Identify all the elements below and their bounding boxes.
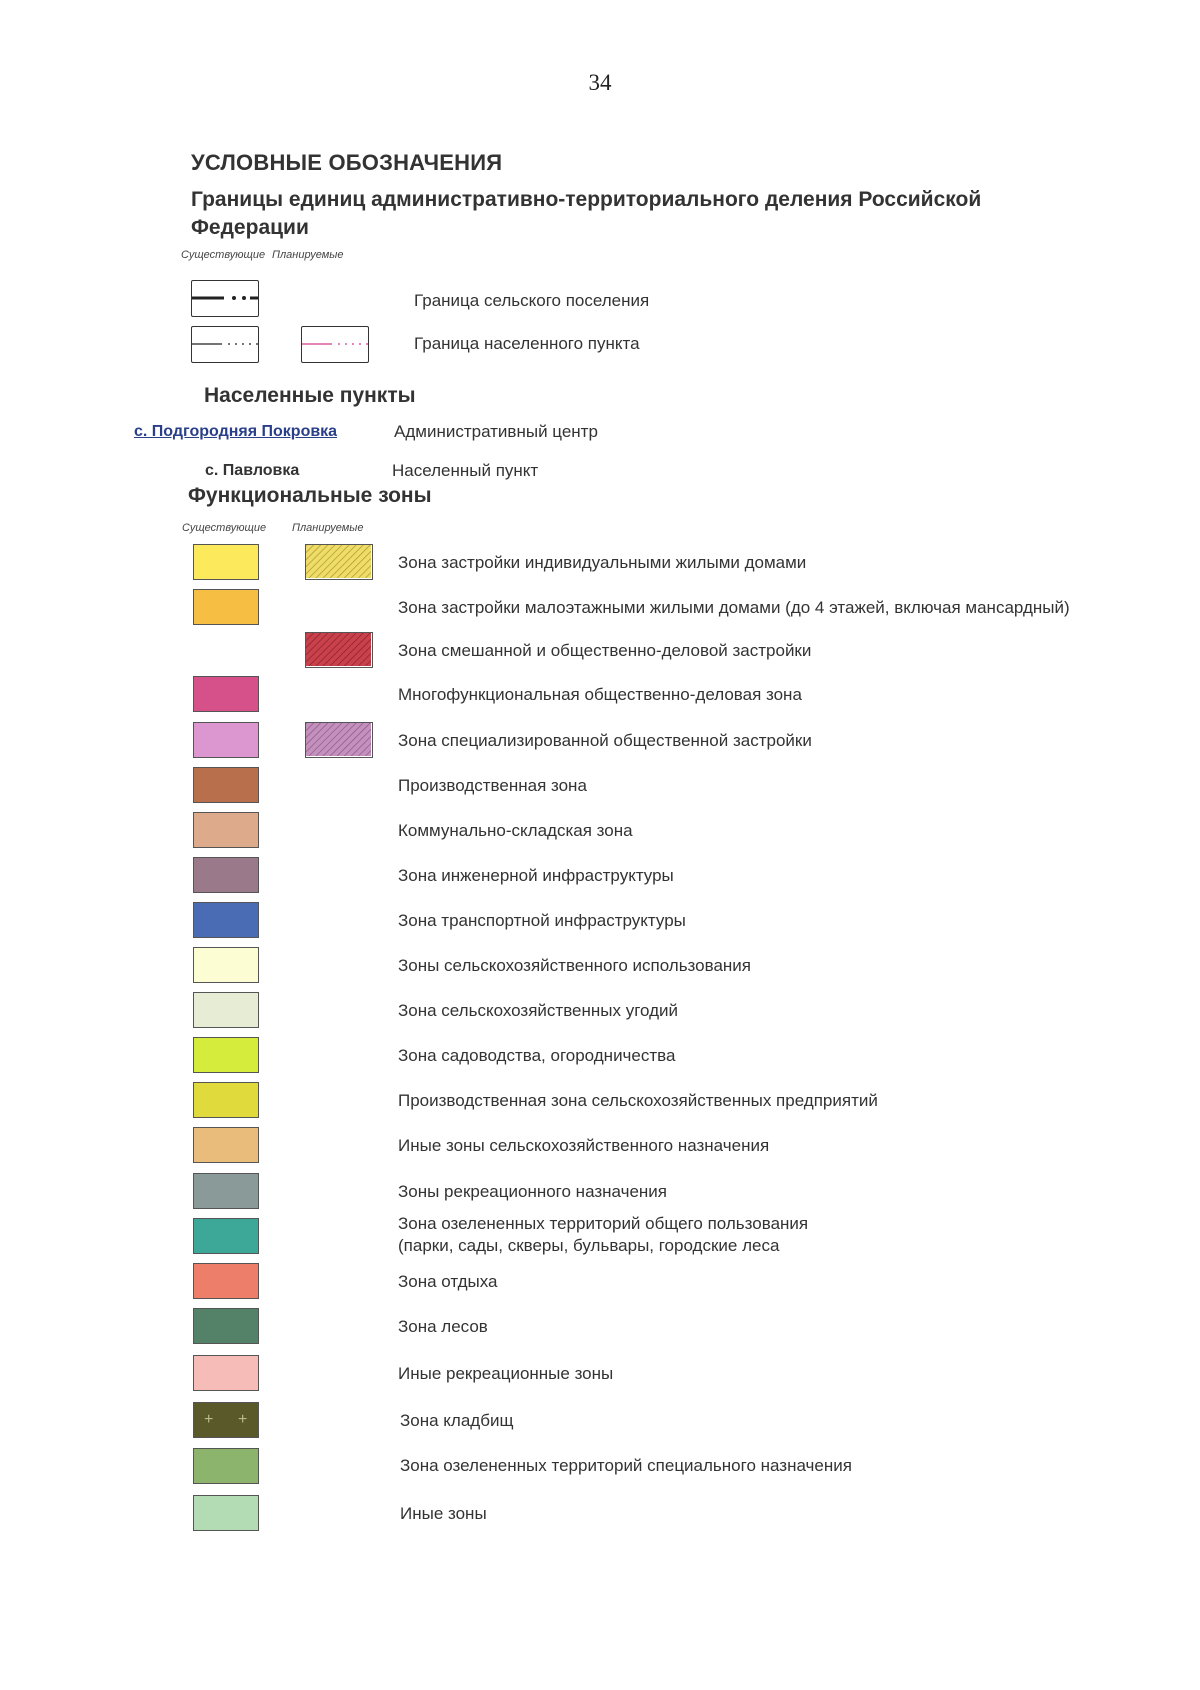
zone-swatch-existing-cemetery <box>193 1402 259 1438</box>
zone-label: Зона лесов <box>398 1317 488 1336</box>
settlement-name: с. Павловка <box>205 462 300 479</box>
zone-swatch-existing-agricultural-use <box>193 947 259 983</box>
zone-label: Зона отдыха <box>398 1272 498 1291</box>
zone-swatch-existing-specialized-public <box>193 722 259 758</box>
zone-swatch-existing-engineering <box>193 857 259 893</box>
zone-swatch-existing-multifunctional-business <box>193 676 259 712</box>
zone-label: Зона транспортной инфраструктуры <box>398 911 686 930</box>
settlement-admin-name: с. Подгородняя Покровка <box>134 423 338 440</box>
hatch-fill-yellow <box>306 545 371 578</box>
boundary-label-rural: Граница сельского поселения <box>414 291 650 310</box>
zone-label: Зона сельскохозяйственных угодий <box>398 1001 679 1020</box>
zones-planned-label: Планируемые <box>292 522 364 534</box>
plus-icon: + <box>238 1411 248 1428</box>
zone-label: Многофункциональная общественно-деловая зона <box>398 685 802 704</box>
settlement-boundary-planned-line <box>302 327 368 362</box>
boundaries-heading: Границы единиц административно-территориального деления Российской Федерации <box>191 188 982 239</box>
zone-label: Зона застройки индивидуальными жилыми домами <box>398 553 807 572</box>
zone-swatch-planned-specialized-public <box>305 722 373 758</box>
zone-swatch-existing-rest <box>193 1263 259 1299</box>
zone-swatch-existing-other <box>193 1495 259 1531</box>
rural-settlement-boundary-symbol <box>191 280 259 317</box>
zone-label: Зона садоводства, огородничества <box>398 1046 676 1065</box>
zone-label: Зона застройки малоэтажными жилыми домами (до 4 этажей, включая мансардный) <box>398 598 1070 617</box>
settlement-boundary-existing-line <box>192 327 258 362</box>
settlement-label: Населенный пункт <box>392 461 539 480</box>
zone-label: Производственная зона <box>398 776 587 795</box>
zone-swatch-planned-mixed-business <box>305 632 373 668</box>
legend-title: УСЛОВНЫЕ ОБОЗНАЧЕНИЯ <box>191 150 503 175</box>
zone-label: Иные зоны <box>400 1504 487 1523</box>
boundary-label-settlement: Граница населенного пункта <box>414 334 640 353</box>
zone-swatch-existing-individual-housing <box>193 544 259 580</box>
zone-label: Зона смешанной и общественно-деловой застройки <box>398 641 812 660</box>
hatch-fill-violet <box>306 723 371 756</box>
zone-label: Зона кладбищ <box>400 1411 514 1430</box>
zone-swatch-existing-special-greenery <box>193 1448 259 1484</box>
zone-swatch-existing-agri-industrial <box>193 1082 259 1118</box>
zone-label: Зона специализированной общественной застройки <box>398 731 812 750</box>
zone-label: Иные рекреационные зоны <box>398 1364 614 1383</box>
zone-swatch-existing-gardening <box>193 1037 259 1073</box>
zone-swatch-existing-public-greenery <box>193 1218 259 1254</box>
zone-swatch-existing-communal-storage <box>193 812 259 848</box>
zone-swatch-existing-other-recreational <box>193 1355 259 1391</box>
plus-icon: + <box>204 1411 214 1428</box>
zone-swatch-existing-other-agricultural <box>193 1127 259 1163</box>
zone-label: Зона озелененных территорий специального назначения <box>400 1456 852 1475</box>
hatch-fill-red <box>306 633 371 666</box>
zone-swatch-existing-transport <box>193 902 259 938</box>
zone-swatch-existing-forest <box>193 1308 259 1344</box>
zone-label: Зона инженерной инфраструктуры <box>398 866 674 885</box>
zone-label: Зона озелененных территорий общего пользования (парки, сады, скверы, бульвары, городские леса <box>398 1214 809 1255</box>
zone-label: Производственная зона сельскохозяйственных предприятий <box>398 1091 878 1110</box>
settlement-boundary-existing-symbol <box>191 326 259 363</box>
zone-swatch-planned-individual-housing <box>305 544 373 580</box>
zones-heading: Функциональные зоны <box>188 484 432 507</box>
boundaries-planned-label: Планируемые <box>272 249 344 261</box>
page-number: 34 <box>588 70 612 95</box>
zone-swatch-existing-industrial <box>193 767 259 803</box>
boundaries-existing-label: Существующие <box>181 249 266 261</box>
settlement-admin-label: Административный центр <box>394 422 598 441</box>
zone-swatch-existing-agricultural-land <box>193 992 259 1028</box>
settlements-heading: Населенные пункты <box>204 384 416 407</box>
zones-existing-label: Существующие <box>182 522 267 534</box>
zone-label: Коммунально-складская зона <box>398 821 633 840</box>
settlement-boundary-planned-symbol <box>301 326 369 363</box>
zone-swatch-existing-recreational <box>193 1173 259 1209</box>
zone-label: Иные зоны сельскохозяйственного назначения <box>398 1136 770 1155</box>
zone-label: Зоны сельскохозяйственного использования <box>398 956 751 975</box>
zone-label: Зоны рекреационного назначения <box>398 1182 668 1201</box>
zone-swatch-existing-lowrise-housing <box>193 589 259 625</box>
rural-settlement-boundary-line <box>192 281 258 316</box>
